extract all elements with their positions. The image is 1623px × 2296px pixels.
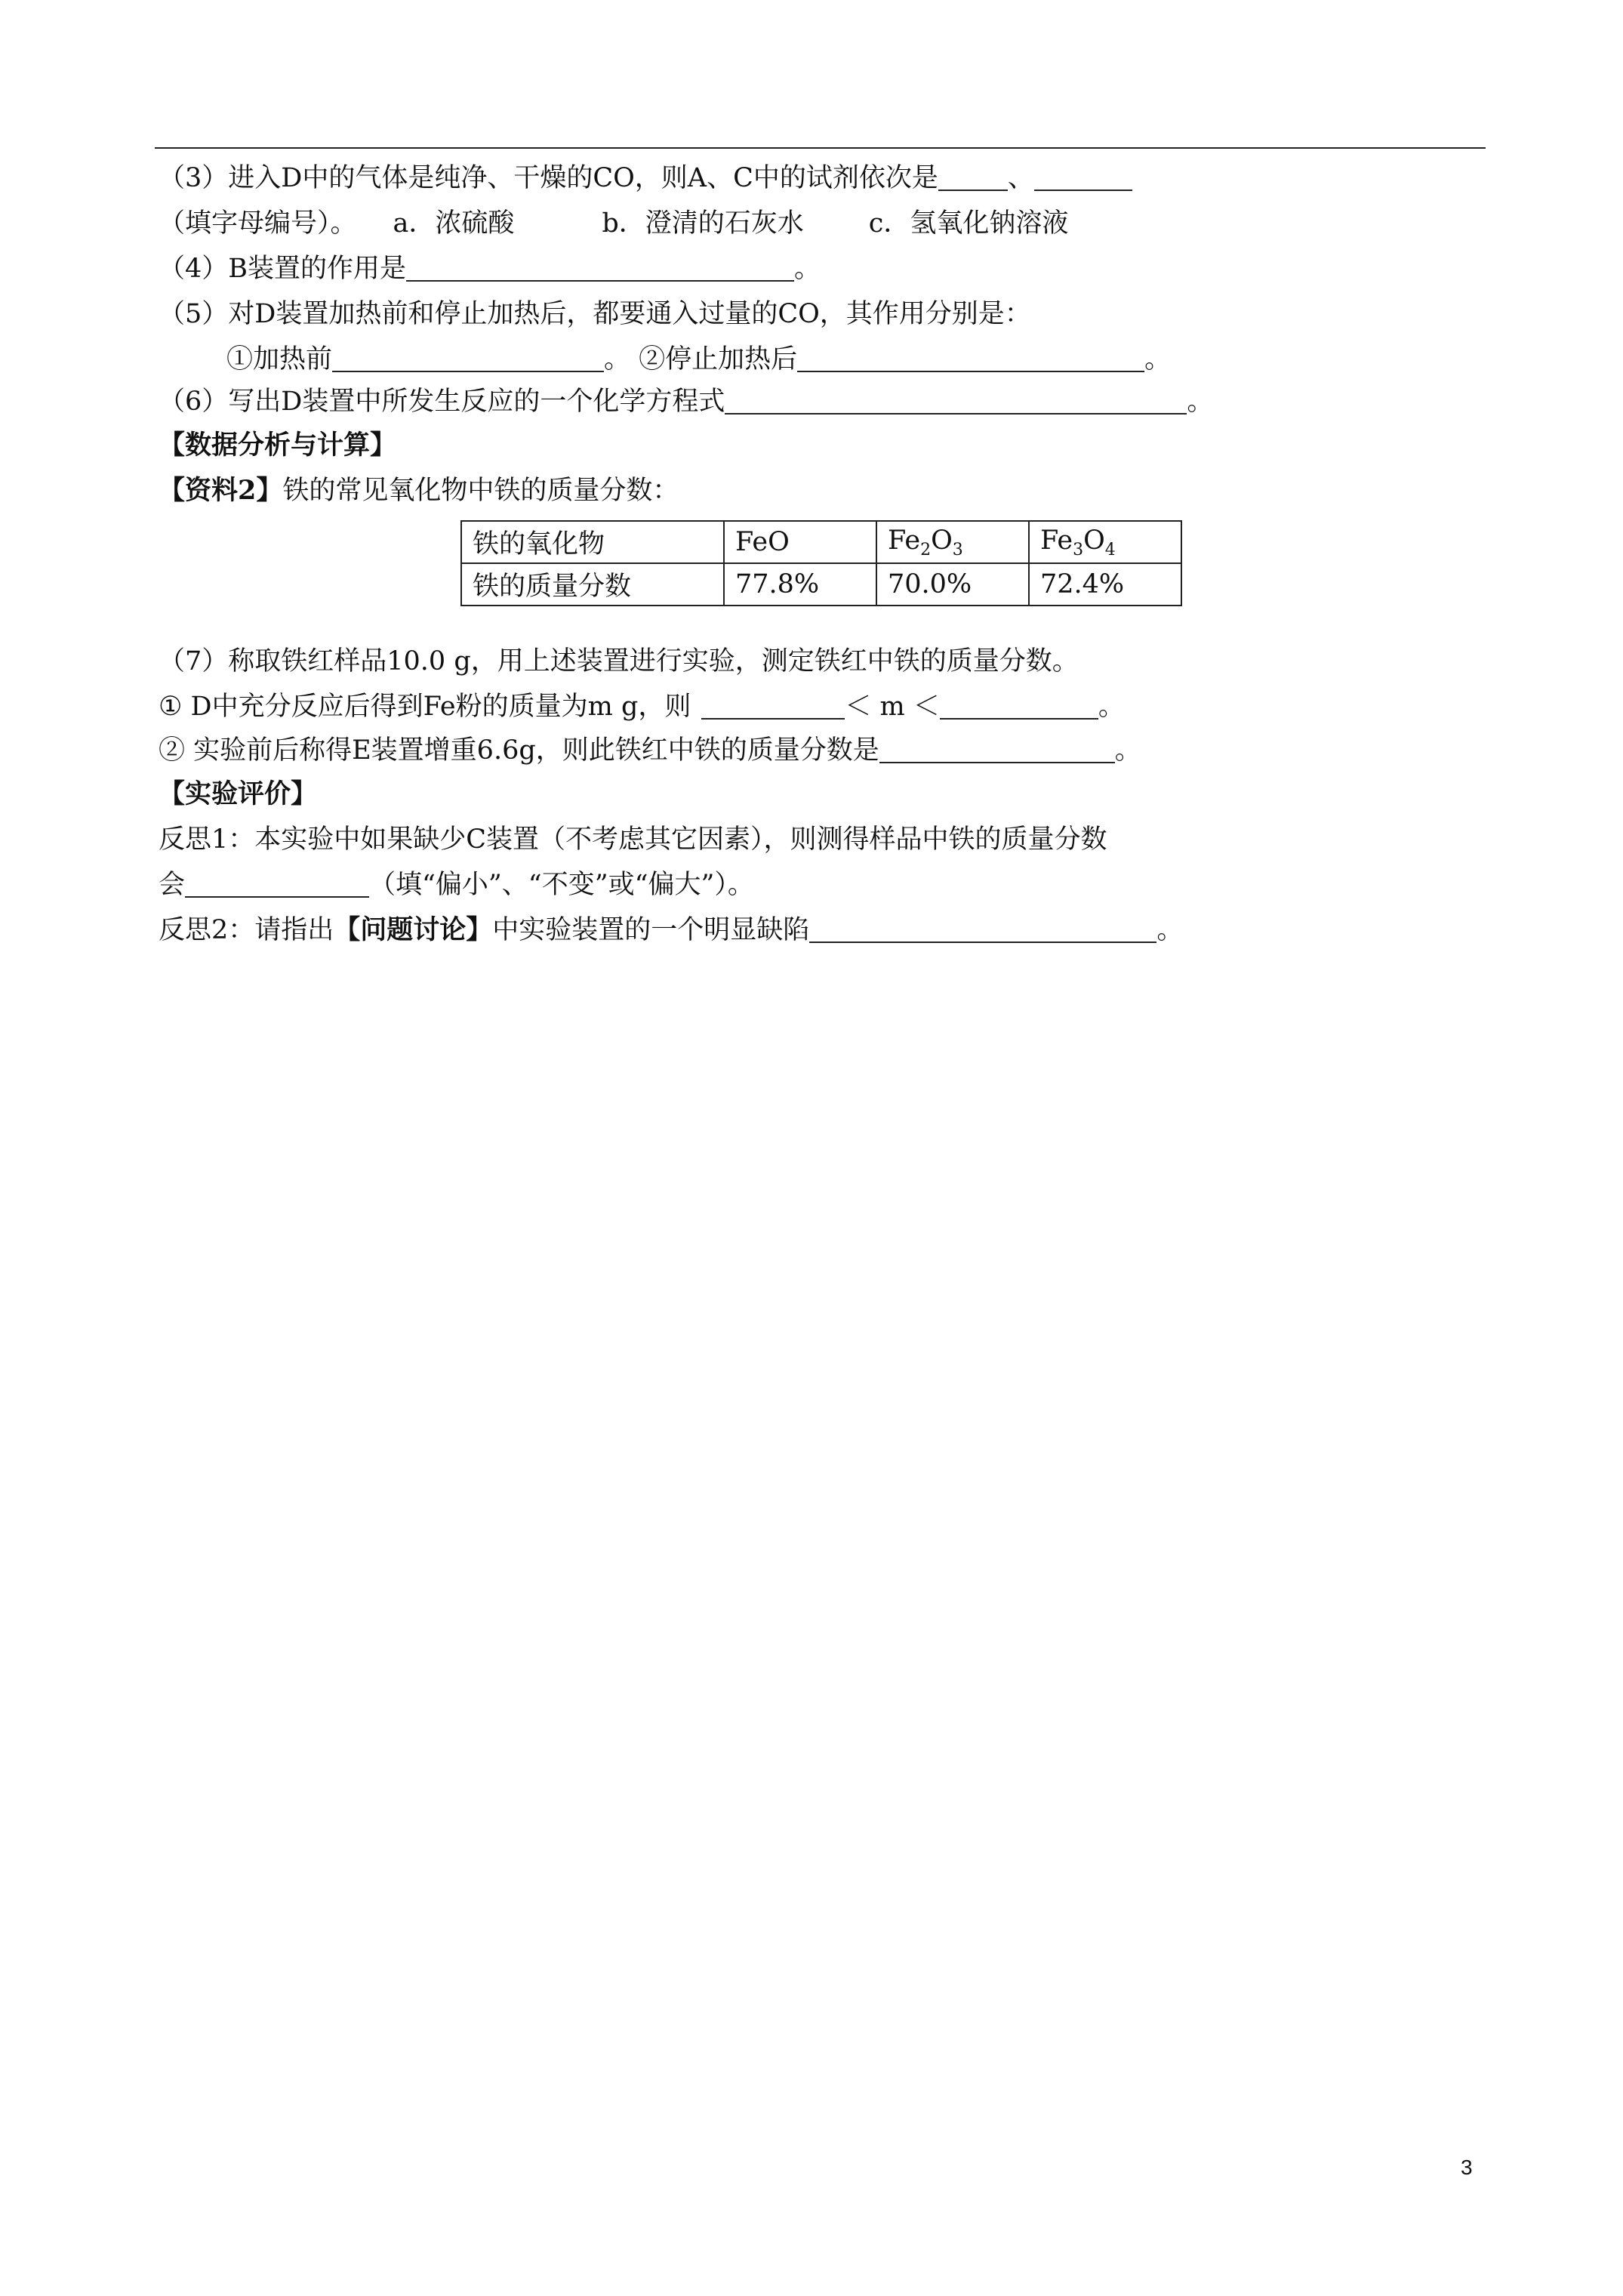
page-number: 3 (1461, 2156, 1473, 2179)
option-a: a．浓硫酸 (393, 208, 515, 239)
table-cell: 铁的质量分数 (461, 563, 724, 606)
table-cell: 77.8% (724, 563, 876, 606)
answer-blank[interactable] (940, 691, 1098, 720)
question-5: （5）对D装置加热前和停止加热后，都要通入过量的CO，其作用分别是： (159, 299, 1031, 329)
table-cell: $Fe_3O_4$ (1029, 521, 1181, 563)
question-4: （4）B装置的作用是 。 (159, 254, 821, 284)
option-b: b．澄清的石灰水 (602, 208, 804, 239)
reflection-2: 反思2：请指出【问题讨论】中实验装置的一个明显缺陷 。 (159, 914, 1184, 945)
table-row (461, 521, 1181, 563)
section-heading-evaluation: 【实验评价】 (159, 778, 318, 809)
answer-blank[interactable] (406, 253, 794, 282)
reflection-1-continued: 会 （填“偏小”、“不变”或“偏大”）。 (159, 870, 754, 900)
answer-blank[interactable] (332, 344, 604, 372)
reflection-1: 反思1：本实验中如果缺少C装置（不考虑其它因素），则测得样品中铁的质量分数 (159, 824, 1107, 855)
question-3-options: （填字母编号）。 a．浓硫酸 b．澄清的石灰水 c．氢氧化钠溶液 (159, 208, 1069, 239)
header-rule (155, 147, 1486, 149)
answer-blank[interactable] (1034, 162, 1132, 191)
question-3: （3）进入D中的气体是纯净、干燥的CO，则A、C中的试剂依次是 、 (159, 160, 1132, 196)
answer-blank[interactable] (938, 162, 1008, 191)
answer-blank[interactable] (797, 344, 1144, 372)
answer-blank[interactable] (725, 386, 1187, 415)
question-7-part-2: ② 实验前后称得E装置增重6.6g，则此铁红中铁的质量分数是 。 (159, 735, 1141, 766)
table-cell: 铁的氧化物 (461, 521, 724, 563)
answer-blank[interactable] (701, 691, 845, 720)
answer-blank[interactable] (879, 735, 1115, 763)
iron-oxide-table (460, 520, 1182, 606)
table-cell: 72.4% (1029, 563, 1181, 606)
question-7: （7）称取铁红样品10.0 g，用上述装置进行实验，测定铁红中铁的质量分数。 (159, 646, 1079, 676)
question-6: （6）写出D装置中所发生反应的一个化学方程式 。 (159, 387, 1214, 417)
answer-blank[interactable] (809, 914, 1156, 943)
option-c: c．氢氧化钠溶液 (868, 208, 1069, 239)
table-cell: $Fe_2O_3$ (876, 521, 1029, 563)
table-row (461, 563, 1181, 606)
question-7-part-1: ① D中充分反应后得到Fe粉的质量为m g，则 ＜ m ＜ 。 (159, 692, 1125, 722)
question-5-parts: ①加热前 。 ②停止加热后 。 (226, 344, 1172, 374)
material-2: 【资料2】铁的常见氧化物中铁的质量分数： (159, 475, 679, 506)
answer-blank[interactable] (185, 869, 369, 898)
table-cell: FeO (724, 521, 876, 563)
section-heading-data: 【数据分析与计算】 (159, 430, 397, 461)
table-cell: 70.0% (876, 563, 1029, 606)
